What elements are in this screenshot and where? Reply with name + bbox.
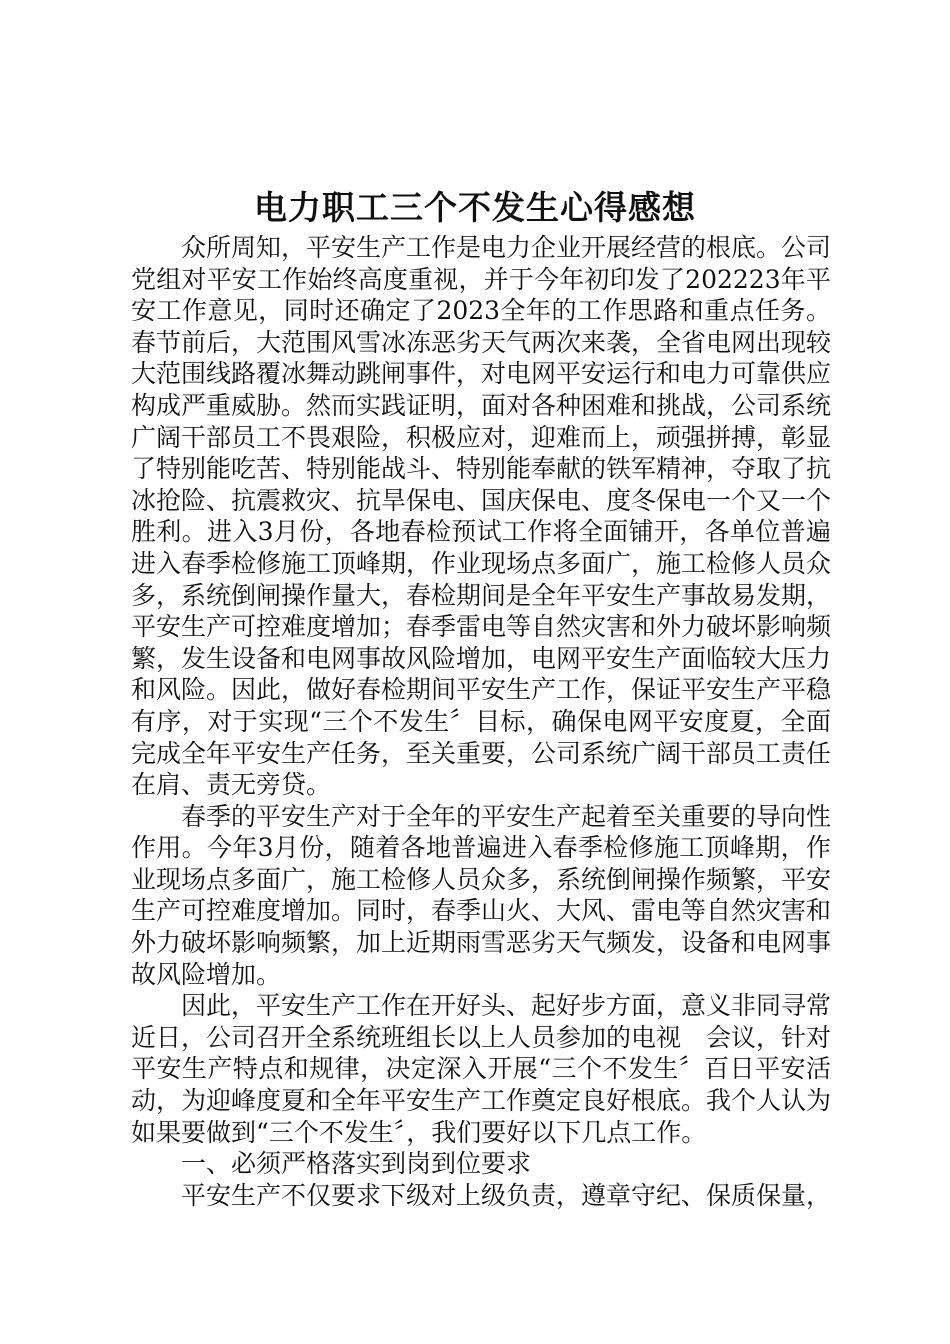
paragraph-intro: 众所周知，平安生产工作是电力企业开展经营的根底。公司党组对平安工作始终高度重视，并于今年初印发了202223年平安工作意见，同时还确定了2023全年的工作思路和重点任务。春节前后，大范围风雪冰冻恶劣天气两次来袭，全省电网出现较大范围线路覆冰舞动跳闸事件，对电网平安运行和电力可靠供应构成严重威胁。然而实践证明，面对各种困难和挑战，公司系统广阔干部员工不畏艰险，积极应对，迎难而上，顽强拼搏，彰显了特别能吃苦、特别能战斗、特别能奉献的铁军精神，夺取了抗冰抢险、抗震救灾、抗旱保电、国庆保电、度冬保电一个又一个胜利。进入3月份，各地春检预试工作将全面铺开，各单位普遍进入春季检修施工顶峰期，作业现场点多面广，施工检修人员众多，系统倒闸操作量大，春检期间是全年平安生产事故易发期，平安生产可控难度增加；春季雷电等自然灾害和外力破坏影响频繁，发生设备和电网事故风险增加，电网平安生产面临较大压力和风险。因此，做好春检期间平安生产工作，保证平安生产平稳有序，对于实现“三个不发生〞目标，确保电网平安度夏，全面完成全年平安生产任务，至关重要，公司系统广阔干部员工责任在肩、责无旁贷。 [131,233,832,800]
section-heading-1: 一、必须严格落实到岗到位要求 [181,1149,532,1179]
paragraph-activity: 因此，平安生产工作在开好头、起好步方面，意义非同寻常近日，公司召开全系统班组长以上人员参加的电视 会议，针对平安生产特点和规律，决定深入开展“三个不发生〞百日平安活动，为迎峰度夏和全年平安生产工作奠定良好根底。我个人认为如果要做到“三个不发生〞，我们要好以下几点工作。 [131,991,832,1147]
document-body [131,232,831,1211]
paragraph-spring-safety: 春季的平安生产对于全年的平安生产起着至关重要的导向性作用。今年3月份，随着各地普遍进入春季检修施工顶峰期，作业现场点多面广，施工检修人员众多，系统倒闸操作频繁，平安生产可控难度增加。同时，春季山火、大风、雷电等自然灾害和外力破坏影响频繁，加上近期雨雪恶劣天气频发，设备和电网事故风险增加。 [131,801,832,989]
paragraph-section-1: 平安生产不仅要求下级对上级负责，遵章守纪、保质保量， [181,1180,832,1210]
document-title: 电力职工三个不发生心得感想 [254,188,696,227]
